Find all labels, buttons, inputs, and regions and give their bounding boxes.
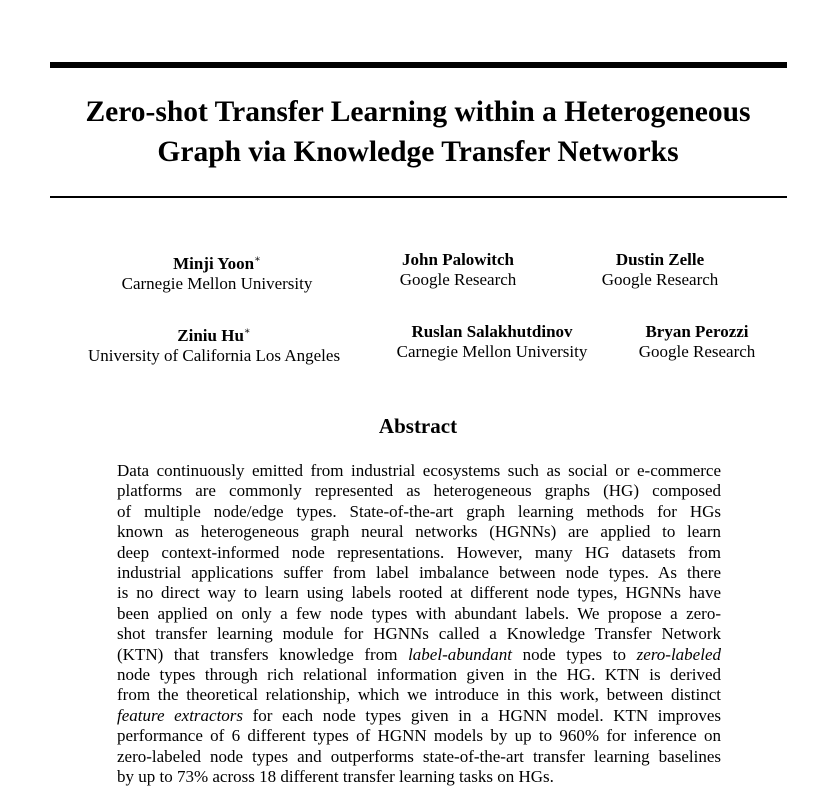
author-block [510,250,810,290]
abstract-line [117,624,721,644]
abstract-text: of multiple node/edge types. State-of-the-art graph learning methods for HGs [117,501,721,521]
abstract-text: been applied on only a few node types with abundant labels. We propose a zero- [117,603,721,623]
abstract-line [117,563,721,583]
author-affiliation: University of California Los Angeles [87,346,341,365]
abstract-text: by up to 73% across 18 different transfer learning tasks on HGs. [117,767,554,787]
author-name: Ruslan Salakhutdinov [411,322,573,341]
abstract-line [117,481,721,501]
abstract-text: node types through rich relational information given in the HG. KTN is derived [117,665,721,685]
author-affiliation: Google Research [601,270,719,289]
abstract-line [117,726,721,746]
abstract-line [117,665,721,685]
abstract-text: is no direct way to learn using labels rooted at different node types, HGNNs have [117,583,721,603]
abstract-emphasis: feature extractors [117,705,244,725]
abstract-text: (KTN) that transfers knowledge from [117,644,409,664]
abstract-line [117,522,721,542]
abstract-line [117,645,721,665]
abstract-emphasis: zero-labeled [636,644,722,664]
abstract-text: performance of 6 different types of HGNN models by up to 960% for inference on [117,726,721,746]
author-name: Dustin Zelle [615,250,705,269]
author-name: Ziniu Hu [177,326,244,345]
abstract-line [117,583,721,603]
abstract-line [117,685,721,705]
author-name: John Palowitch [402,250,514,269]
author-block [64,322,364,366]
abstract-line [117,767,721,787]
top-rule [50,62,787,68]
title-line-1: Zero-shot Transfer Learning within a Heterogeneous [85,96,751,128]
abstract-line [117,502,721,522]
abstract-text: Data continuously emitted from industrial ecosystems such as social or e-commerce [117,461,721,480]
abstract-text: for each node types given in a HGNN model. KTN improves [243,705,722,725]
abstract-text: node types to [511,644,637,664]
abstract-heading: Abstract [378,414,458,438]
abstract-line [117,747,721,767]
author-affiliation: Carnegie Mellon University [396,342,588,361]
author-affiliation: Google Research [638,342,756,361]
paper-title [0,92,836,172]
abstract-line [117,461,721,481]
author-affiliation: Google Research [399,270,517,289]
abstract-text: shot transfer learning module for HGNNs called a Knowledge Transfer Network [117,624,721,644]
author-name: Minji Yoon [173,254,255,273]
abstract-text: from the theoretical relationship, which we introduce in this work, between distinct [117,685,721,705]
equal-contribution-mark: ∗ [243,326,251,337]
title-rule [50,196,787,198]
abstract-line [117,604,721,624]
title-line-2: Graph via Knowledge Transfer Networks [157,136,679,168]
abstract-text: industrial applications suffer from label imbalance between node types. As there [117,563,721,583]
author-name: Bryan Perozzi [645,322,749,341]
equal-contribution-mark: ∗ [254,254,261,265]
author-affiliation: Carnegie Mellon University [121,274,313,293]
abstract-emphasis: label-abundant [408,644,512,664]
abstract-line [117,543,721,563]
abstract-body [117,461,721,788]
abstract-text: platforms are commonly represented as heterogeneous graphs (HG) composed [117,481,721,501]
abstract-text: known as heterogeneous graph neural networks (HGNNs) are applied to learn [117,522,721,542]
abstract-line [117,706,721,726]
author-block [547,322,836,362]
abstract-text: deep context-informed node representations. However, many HG datasets from [117,542,721,562]
abstract-text: zero-labeled node types and outperforms state-of-the-art transfer learning baselines [117,746,721,766]
